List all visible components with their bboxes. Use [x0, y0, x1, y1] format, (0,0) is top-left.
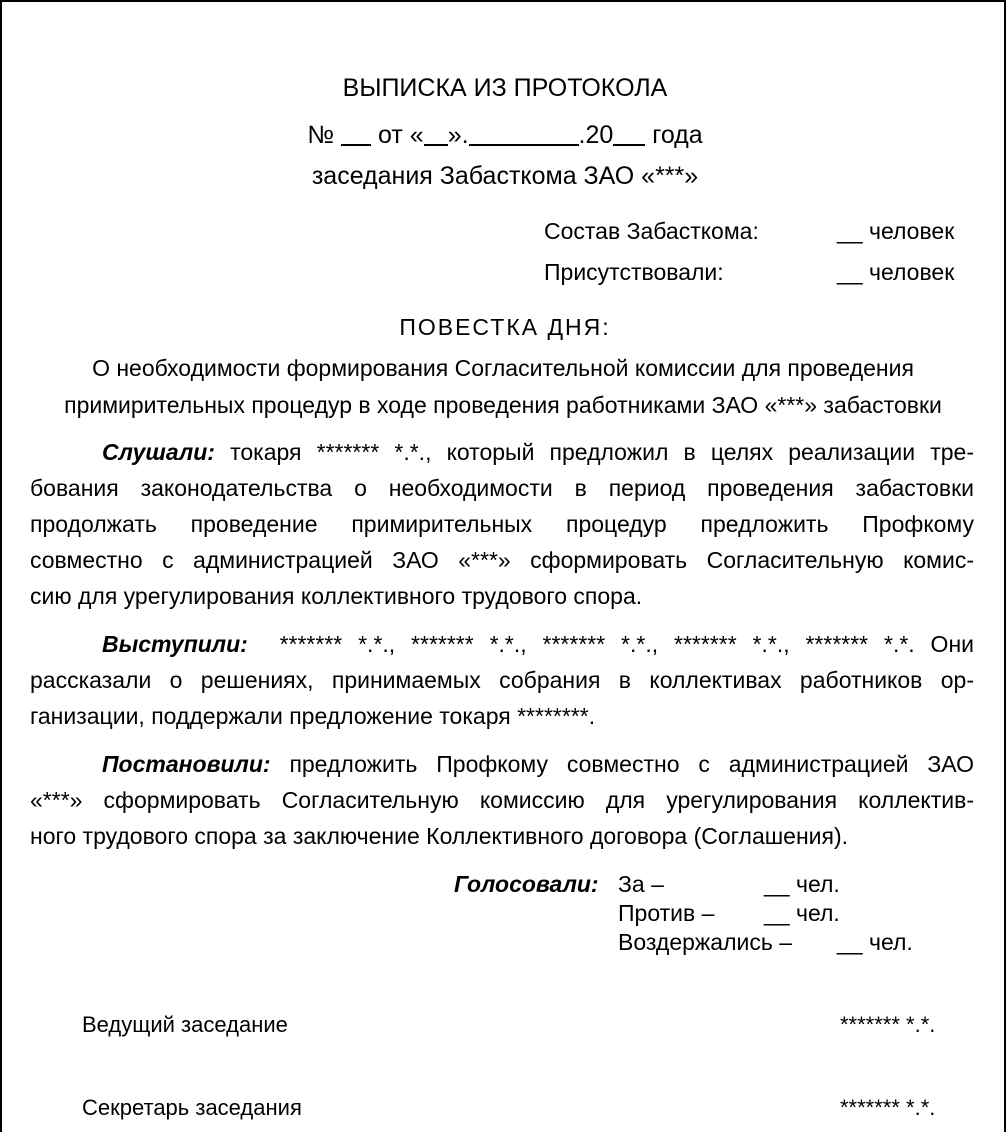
heard-line: сию для урегулирования коллективного трудового спора.	[30, 583, 643, 609]
agenda-line: О необходимости формирования Согласительной комиссии для проведения	[92, 355, 914, 381]
resolved-paragraph	[30, 746, 974, 854]
vote-option-abstained: Воздержались –	[618, 929, 793, 955]
year-blank	[613, 119, 645, 146]
meeting-subtitle: заседания Забасткома ЗАО «***»	[311, 162, 699, 190]
resolved-line: «***» сформировать Согласительную комиссию для урегулирования коллектив-	[30, 787, 974, 813]
secretary-role: Секретарь заседания	[82, 1095, 302, 1120]
year-prefix: .20	[578, 121, 614, 149]
secretary-name: ******* *.*.	[840, 1095, 936, 1120]
spoke-paragraph	[30, 626, 974, 734]
agenda-line: примирительных процедур в ходе проведения работниками ЗАО «***» забастовки	[64, 392, 942, 418]
number-blank	[341, 119, 371, 146]
month-blank	[469, 119, 579, 146]
heard-label: Слушали:	[102, 439, 215, 465]
voting-label: Голосовали:	[454, 871, 599, 897]
heard-paragraph	[30, 434, 974, 614]
spoke-line: ******* *.*., ******* *.*., ******* *.*., ******* *.*., ******* *.*. Они	[279, 631, 974, 657]
heard-line: продолжать проведение примирительных процедур предложить Профкому	[30, 511, 974, 537]
composition-label: Состав Забасткома:	[544, 218, 759, 244]
spoke-label: Выступили:	[102, 631, 248, 657]
vote-option-for: За –	[618, 871, 664, 897]
resolved-label: Постановили:	[102, 751, 271, 777]
agenda-text	[30, 350, 976, 424]
spoke-line: ганизации, поддержали предложение токаря ********.	[30, 703, 596, 729]
protocol-number-line	[2, 119, 1006, 150]
day-blank	[424, 119, 448, 146]
year-suffix: года	[645, 121, 703, 149]
document-title: ВЫПИСКА ИЗ ПРОТОКОЛА	[342, 74, 668, 102]
heard-line: бования законодательства о необходимости в период проведения забастовки	[30, 475, 974, 501]
composition-value: __ человек	[837, 218, 955, 244]
heard-line: токаря ******* *.*., который предложил в целях реализации тре-	[230, 439, 974, 465]
attended-value: __ человек	[837, 259, 955, 285]
date-quote-close: ».	[447, 121, 469, 149]
vote-count-against: __ чел.	[764, 900, 840, 926]
agenda-title: ПОВЕСТКА ДНЯ:	[399, 314, 611, 340]
number-sign: №	[307, 121, 335, 149]
spoke-line: рассказали о решениях, принимаемых собрания в коллективах работников ор-	[30, 667, 974, 693]
resolved-line: ного трудового спора за заключение Коллективного договора (Соглашения).	[30, 823, 849, 849]
attended-label: Присутствовали:	[544, 259, 724, 285]
vote-count-for: __ чел.	[764, 871, 840, 897]
vote-count-abstained: __ чел.	[837, 929, 913, 955]
chair-name: ******* *.*.	[840, 1012, 936, 1037]
vote-option-against: Против –	[618, 900, 715, 926]
chair-role: Ведущий заседание	[82, 1012, 288, 1037]
resolved-line: предложить Профкому совместно с администрацией ЗАО	[289, 751, 975, 777]
heard-line: совместно с администрацией ЗАО «***» сформировать Согласительную комис-	[30, 547, 974, 573]
date-ot: от «	[378, 121, 424, 149]
